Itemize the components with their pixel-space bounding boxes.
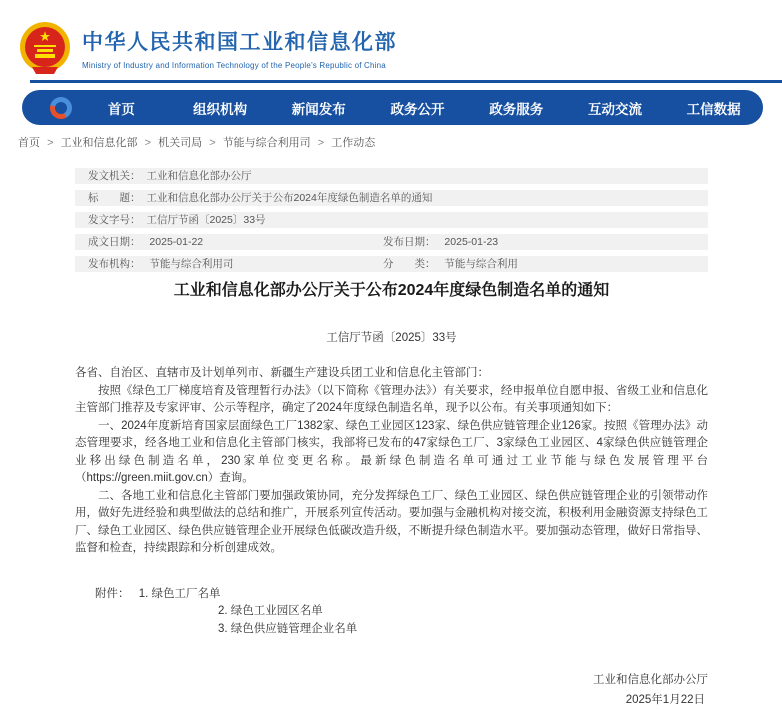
nav-item-interaction[interactable]: 互动交流 <box>587 101 642 117</box>
meta-value: 2025-01-22 <box>149 236 204 248</box>
breadcrumb-item-home[interactable]: 首页 <box>18 137 40 149</box>
doc-salutation: 各省、自治区、直辖市及计划单列市、新疆生产建设兵团工业和信息化主管部门： <box>75 367 489 379</box>
signature-org: 工业和信息化部办公厅 <box>593 674 708 686</box>
doc-paragraph-item-2: 二、各地工业和信息化主管部门要加强政策协同，充分发挥绿色工厂、绿色工业园区、绿色供应链管理企业的引领带动作用，做好先进经验和典型做法的总结和推广，开展系列宣传活动。要加强与金融机构对接交流，积极利用金融资源支持绿色工厂、绿色工业园区、绿色供应链管理企业开展绿色低碳改造升级，不断提升绿色制造水平。要加强动态管理，做好日常指导、监督和检查，持续跟踪和分析创建成效。 <box>75 489 708 554</box>
meta-value: 2025-01-23 <box>444 236 499 248</box>
meta-row-dates <box>75 234 708 250</box>
meta-row-title <box>75 190 708 206</box>
meta-label: 分 类： <box>383 258 436 270</box>
meta-pair-publisher <box>88 256 383 272</box>
meta-row-doc-number <box>75 212 708 228</box>
signature-date: 2025年1月22日 <box>625 694 705 706</box>
nav-item-miit-data[interactable]: 工信数据 <box>686 101 741 117</box>
breadcrumb-item-departments[interactable]: 机关司局 <box>158 137 203 149</box>
attachment-item-2[interactable]: 2. 绿色工业园区名单 <box>218 605 323 617</box>
attachment-item-3[interactable]: 3. 绿色供应链管理企业名单 <box>218 622 358 635</box>
header-divider <box>30 80 782 83</box>
nav-item-gov-services[interactable]: 政务服务 <box>489 101 544 117</box>
breadcrumb-item-energy-conservation-dept[interactable]: 节能与综合利用司 <box>222 137 311 149</box>
doc-paragraph-item-1: 一、2024年度新培育国家层面绿色工厂1382家、绿色工业园区123家、绿色供应链管理企业126家。按照《管理办法》动态管理要求，经各地工业和信息化主管部门核实，我部将已发布的47家绿色工厂、3家绿色工业园区、4家绿色供应链管理企业移出绿色制造名单，230家单位变更名称。最新绿色制造名单可通过工业节能与绿色发展管理平台（https://green.miit.gov.cn）查询。 <box>75 419 708 484</box>
meta-value: 节能与综合利用 <box>444 258 518 270</box>
signature-block <box>75 670 708 710</box>
national-emblem-icon <box>17 21 73 75</box>
meta-label: 标 题： <box>88 192 141 204</box>
breadcrumb-separator: > <box>47 137 54 149</box>
meta-value: 节能与综合利用司 <box>149 258 234 270</box>
meta-label: 成文日期： <box>88 236 141 248</box>
meta-value: 工业和信息化部办公厅关于公布2024年度绿色制造名单的通知 <box>146 192 433 204</box>
header-titles <box>82 21 397 70</box>
doc-meta-table <box>75 168 708 272</box>
nav-item-organization[interactable]: 组织机构 <box>193 101 248 117</box>
miit-swirl-logo-icon[interactable] <box>50 97 72 119</box>
meta-value: 工信厅节函〔2025〕33号 <box>146 214 266 226</box>
meta-label: 发文机关： <box>88 170 141 182</box>
doc-number: 工信厅节函〔2025〕33号 <box>326 332 457 344</box>
main-nav <box>22 90 763 125</box>
breadcrumb-separator: > <box>209 137 216 149</box>
attachments-block <box>75 586 708 639</box>
breadcrumb <box>18 134 375 150</box>
meta-pair-written-date <box>88 234 383 250</box>
attachments-label: 附件： <box>95 587 130 600</box>
attachment-item-1[interactable]: 1. 绿色工厂名单 <box>138 587 221 600</box>
breadcrumb-separator: > <box>144 137 152 149</box>
breadcrumb-item-miit[interactable]: 工业和信息化部 <box>60 137 138 149</box>
site-subtitle: Ministry of Industry and Information Technology of the People's Republic of China <box>82 61 386 70</box>
doc-title: 工业和信息化部办公厅关于公布2024年度绿色制造名单的通知 <box>173 282 610 299</box>
svg-text:★: ★ <box>39 31 51 43</box>
meta-row-issuing-agency <box>75 168 708 184</box>
meta-label: 发布日期： <box>383 236 436 248</box>
nav-item-gov-disclosure[interactable]: 政务公开 <box>390 101 445 117</box>
document-area <box>75 168 708 710</box>
meta-label: 发布机构： <box>88 258 141 270</box>
breadcrumb-separator: > <box>317 137 325 149</box>
meta-pair-publish-date <box>383 234 498 250</box>
meta-label: 发文字号： <box>88 214 141 226</box>
nav-item-home[interactable]: 首页 <box>107 101 135 117</box>
meta-pair-category <box>383 256 518 272</box>
site-header <box>17 21 397 75</box>
meta-row-publisher-category <box>75 256 708 272</box>
breadcrumb-item-work-updates: 工作动态 <box>331 137 376 149</box>
meta-value: 工业和信息化部办公厅 <box>146 170 252 182</box>
attachment-row-1 <box>75 586 708 604</box>
site-title: 中华人民共和国工业和信息化部 <box>82 31 397 54</box>
nav-item-news-release[interactable]: 新闻发布 <box>291 101 346 117</box>
doc-body <box>75 365 708 558</box>
doc-paragraph-intro: 按照《绿色工厂梯度培育及管理暂行办法》（以下简称《管理办法》）有关要求，经申报单位自愿申报、省级工业和信息化主管部门推荐及专家评审、公示等程序，确定了2024年度绿色制造名单，现予以公布。有关事项通知如下： <box>75 384 708 414</box>
